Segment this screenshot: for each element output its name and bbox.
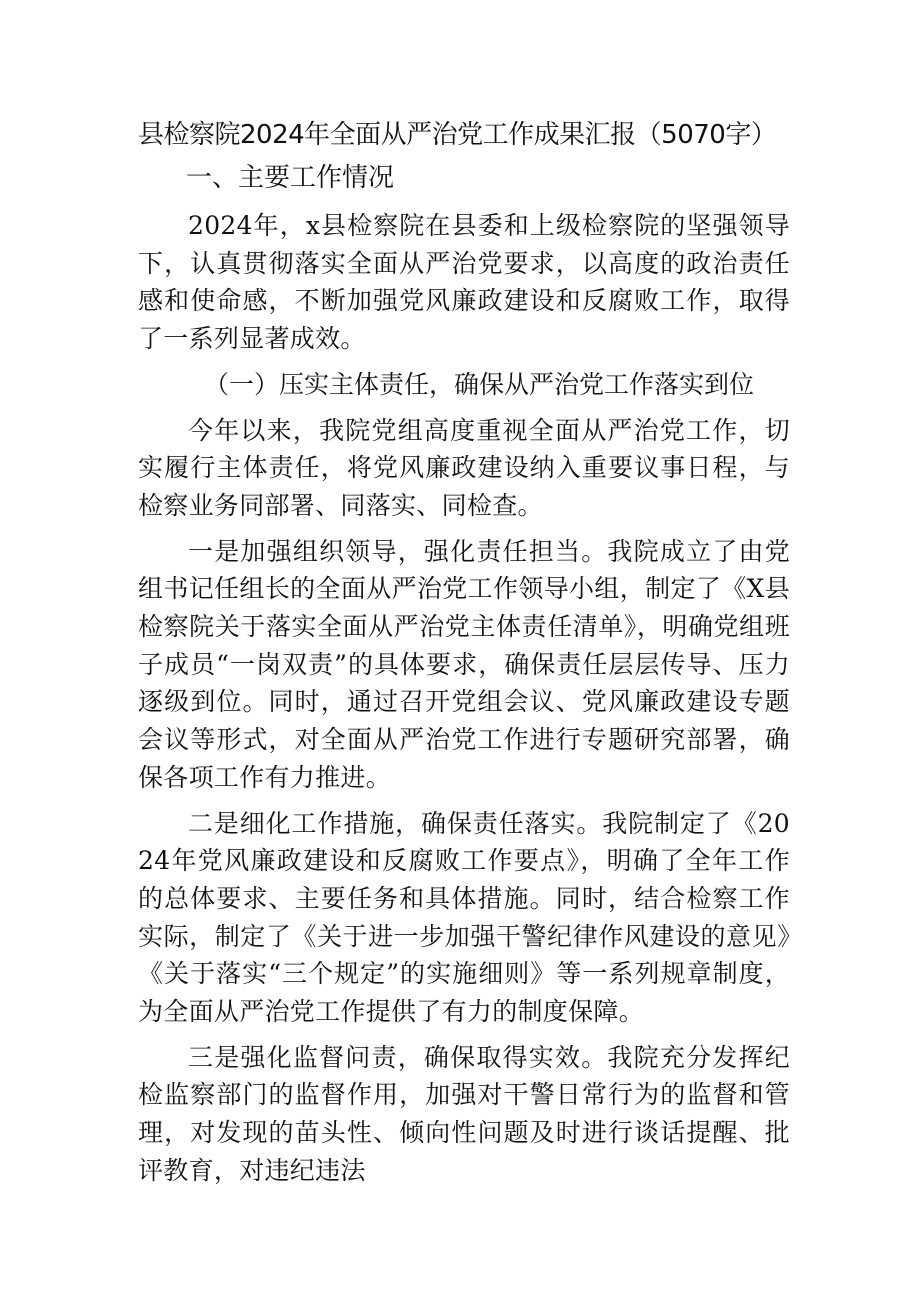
paragraph-point-two: 二是细化工作措施，确保责任落实。我院制定了《2024年党风廉政建设和反腐败工作要点》，明确了全年工作的总体要求、主要任务和具体措施。同时，结合检察工作实际，制定了《关于进一步加强干警纪律作风建设的意见》《关于落实“三个规定”的实施细则》等一系列规章制度，为全面从严治党工作提供了有力的制度保障。 bbox=[138, 808, 790, 1027]
paragraph-intro: 2024年，x县检察院在县委和上级检察院的坚强领导下，认真贯彻落实全面从严治党要求，以高度的政治责任感和使命感，不断加强党风廉政建设和反腐败工作，取得了一系列显著成效。 bbox=[138, 211, 790, 354]
paragraph-overview: 今年以来，我院党组高度重视全面从严治党工作，切实履行主体责任，将党风廉政建设纳入重要议事日程，与检察业务同部署、同落实、同检查。 bbox=[138, 415, 790, 520]
paragraph-point-three: 三是强化监督问责，确保取得实效。我院充分发挥纪检监察部门的监督作用，加强对干警日常行为的监督和管理，对发现的苗头性、倾向性问题及时进行谈话提醒、批评教育，对违纪违法 bbox=[138, 1042, 790, 1185]
section-heading: 一、主要工作情况 bbox=[186, 163, 395, 193]
document-title: 县检察院2024年全面从严治党工作成果汇报（5070字） bbox=[138, 120, 777, 150]
paragraph-point-one: 一是加强组织领导，强化责任担当。我院成立了由党组书记任组长的全面从严治党工作领导小组，制定了《X县检察院关于落实全面从严治党主体责任清单》，明确党组班子成员“一岗双责”的具体要求，确保责任层层传导、压力逐级到位。同时，通过召开党组会议、党风廉政建设专题会议等形式，对全面从严治党工作进行专题研究部署，确保各项工作有力推进。 bbox=[138, 536, 790, 792]
document-body bbox=[138, 207, 790, 1190]
subheading-responsibility: （一）压实主体责任，确保从严治党工作落实到位 bbox=[204, 369, 755, 399]
